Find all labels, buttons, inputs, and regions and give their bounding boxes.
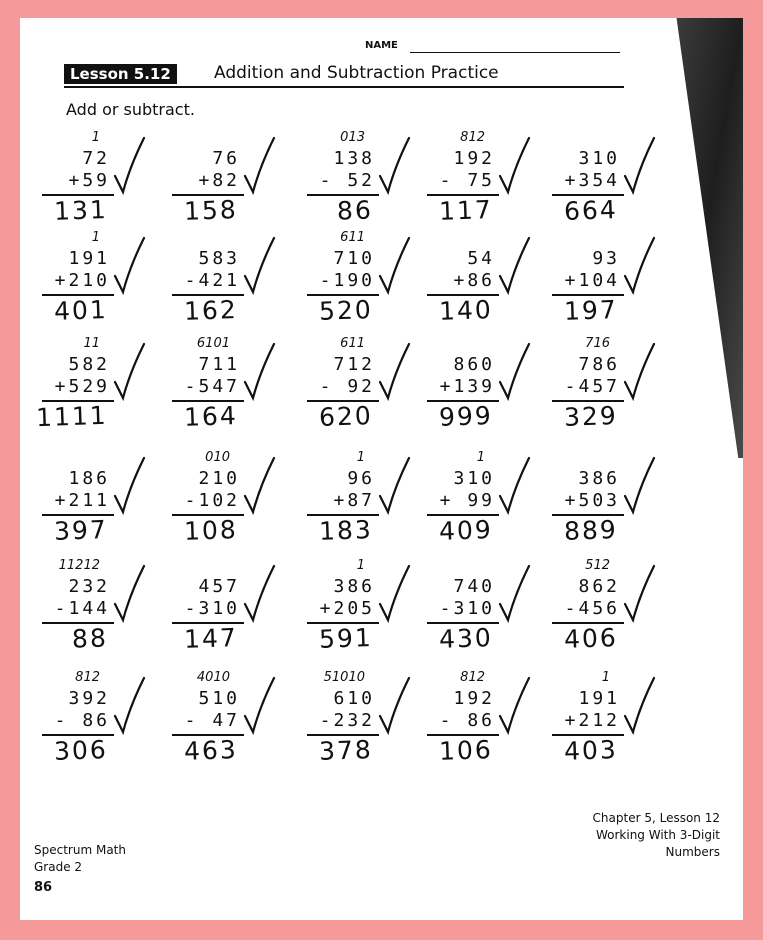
top-number: 862	[578, 576, 620, 597]
handwritten-answer: 463	[183, 735, 239, 766]
top-number: 76	[198, 148, 240, 169]
operand-number: +104	[564, 270, 620, 291]
operand-number: +210	[54, 270, 110, 291]
handwritten-answer: 620	[318, 401, 374, 432]
page-shadow	[648, 18, 743, 458]
handwritten-answer: 147	[183, 623, 239, 654]
check-mark-icon	[377, 136, 411, 196]
problem-15	[550, 336, 660, 436]
operand-number: -190	[319, 270, 375, 291]
lesson-title: Addition and Subtraction Practice	[214, 63, 499, 83]
handwritten-answer: 329	[563, 401, 619, 432]
carry-mark: 812	[460, 670, 485, 685]
top-number: 72	[68, 148, 110, 169]
problem-24	[425, 558, 535, 658]
footer-left	[34, 842, 126, 876]
handwritten-answer: 591	[318, 623, 374, 654]
top-number: 232	[68, 576, 110, 597]
check-mark-icon	[112, 456, 146, 516]
carry-mark: 1	[91, 130, 100, 145]
topic-label: Working With 3-Digit Numbers	[595, 828, 720, 859]
handwritten-answer: 520	[318, 295, 374, 326]
problem-23	[305, 558, 415, 658]
top-number: 54	[453, 248, 495, 269]
top-number: 583	[198, 248, 240, 269]
operand-number: - 47	[184, 710, 240, 731]
problem-28	[305, 670, 415, 770]
chapter-label: Chapter 5, Lesson 12	[592, 811, 720, 825]
handwritten-answer: 162	[183, 295, 239, 326]
operand-number: +211	[54, 490, 110, 511]
check-mark-icon	[242, 564, 276, 624]
top-number: 386	[578, 468, 620, 489]
carry-mark: 4010	[196, 670, 230, 685]
page-number: 86	[34, 880, 53, 895]
problem-29	[425, 670, 535, 770]
carry-mark: 6101	[196, 336, 230, 351]
check-mark-icon	[622, 676, 656, 736]
carry-mark: 1	[476, 450, 485, 465]
handwritten-answer: 409	[438, 515, 494, 546]
top-number: 138	[333, 148, 375, 169]
grade-label: Grade 2	[34, 860, 83, 874]
check-mark-icon	[497, 136, 531, 196]
handwritten-answer: 106	[438, 735, 494, 766]
top-number: 310	[578, 148, 620, 169]
operand-number: -144	[54, 598, 110, 619]
carry-mark: 51010	[323, 670, 365, 685]
handwritten-answer: 108	[183, 515, 239, 546]
carry-mark: 611	[340, 230, 365, 245]
check-mark-icon	[377, 676, 411, 736]
operand-number: +86	[453, 270, 495, 291]
carry-mark: 812	[460, 130, 485, 145]
check-mark-icon	[112, 342, 146, 402]
name-line	[410, 52, 620, 53]
problem-27	[170, 670, 280, 770]
operand-number: +205	[319, 598, 375, 619]
handwritten-answer: 140	[438, 295, 494, 326]
operand-number: +82	[198, 170, 240, 191]
operand-number: -457	[564, 376, 620, 397]
problem-16	[40, 450, 150, 550]
carry-mark: 1	[91, 230, 100, 245]
operand-number: -547	[184, 376, 240, 397]
top-number: 457	[198, 576, 240, 597]
problem-1	[40, 130, 150, 230]
carry-mark: 010	[205, 450, 230, 465]
problem-26	[40, 670, 150, 770]
operand-number: -310	[184, 598, 240, 619]
carry-mark: 512	[585, 558, 610, 573]
check-mark-icon	[377, 342, 411, 402]
problem-22	[170, 558, 280, 658]
operand-number: +354	[564, 170, 620, 191]
operand-number: - 52	[319, 170, 375, 191]
handwritten-answer: 397	[53, 515, 109, 546]
handwritten-answer: 306	[53, 735, 109, 766]
top-number: 186	[68, 468, 110, 489]
top-number: 712	[333, 354, 375, 375]
lesson-header	[64, 64, 624, 88]
check-mark-icon	[377, 564, 411, 624]
top-number: 710	[333, 248, 375, 269]
check-mark-icon	[112, 236, 146, 296]
top-number: 96	[333, 468, 375, 489]
series-name: Spectrum Math	[34, 843, 126, 857]
check-mark-icon	[622, 456, 656, 516]
top-number: 582	[68, 354, 110, 375]
problem-18	[305, 450, 415, 550]
problem-25	[550, 558, 660, 658]
check-mark-icon	[497, 676, 531, 736]
check-mark-icon	[622, 342, 656, 402]
problem-5	[550, 130, 660, 230]
instructions: Add or subtract.	[66, 100, 195, 119]
handwritten-answer: 183	[318, 515, 374, 546]
problem-2	[170, 130, 280, 230]
top-number: 740	[453, 576, 495, 597]
check-mark-icon	[497, 236, 531, 296]
check-mark-icon	[112, 676, 146, 736]
problem-8	[305, 230, 415, 330]
handwritten-answer: 403	[563, 735, 619, 766]
operand-number: - 92	[319, 376, 375, 397]
top-number: 192	[453, 688, 495, 709]
problem-4	[425, 130, 535, 230]
handwritten-answer: 430	[438, 623, 494, 654]
operand-number: +503	[564, 490, 620, 511]
carry-mark: 1	[356, 450, 365, 465]
top-number: 510	[198, 688, 240, 709]
problem-9	[425, 230, 535, 330]
check-mark-icon	[242, 456, 276, 516]
handwritten-answer: 117	[438, 195, 494, 226]
carry-mark: 1	[356, 558, 365, 573]
problem-17	[170, 450, 280, 550]
carry-mark: 1	[601, 670, 610, 685]
top-number: 192	[453, 148, 495, 169]
problem-12	[170, 336, 280, 436]
carry-mark: 013	[340, 130, 365, 145]
handwritten-answer: 88	[71, 623, 109, 654]
problem-13	[305, 336, 415, 436]
top-number: 93	[578, 248, 620, 269]
carry-mark: 716	[585, 336, 610, 351]
check-mark-icon	[497, 456, 531, 516]
top-number: 392	[68, 688, 110, 709]
name-label: NAME	[365, 40, 398, 51]
carry-mark: 11212	[58, 558, 100, 573]
check-mark-icon	[497, 342, 531, 402]
operand-number: -102	[184, 490, 240, 511]
top-number: 191	[68, 248, 110, 269]
check-mark-icon	[622, 136, 656, 196]
operand-number: -310	[439, 598, 495, 619]
operand-number: +212	[564, 710, 620, 731]
operand-number: +59	[68, 170, 110, 191]
problem-14	[425, 336, 535, 436]
carry-mark: 812	[75, 670, 100, 685]
problem-6	[40, 230, 150, 330]
check-mark-icon	[242, 342, 276, 402]
check-mark-icon	[497, 564, 531, 624]
problem-19	[425, 450, 535, 550]
handwritten-answer: 158	[183, 195, 239, 226]
check-mark-icon	[112, 564, 146, 624]
handwritten-answer: 86	[336, 195, 374, 226]
operand-number: + 99	[439, 490, 495, 511]
check-mark-icon	[377, 456, 411, 516]
handwritten-answer: 406	[563, 623, 619, 654]
operand-number: +87	[333, 490, 375, 511]
problem-3	[305, 130, 415, 230]
top-number: 711	[198, 354, 240, 375]
top-number: 786	[578, 354, 620, 375]
handwritten-answer: 999	[438, 401, 494, 432]
top-number: 191	[578, 688, 620, 709]
handwritten-answer: 889	[563, 515, 619, 546]
problem-21	[40, 558, 150, 658]
problem-11	[35, 336, 150, 436]
handwritten-answer: 197	[563, 295, 619, 326]
check-mark-icon	[377, 236, 411, 296]
handwritten-answer: 1111	[35, 400, 109, 433]
operand-number: - 86	[54, 710, 110, 731]
top-number: 210	[198, 468, 240, 489]
footer-right	[540, 810, 720, 861]
operand-number: - 75	[439, 170, 495, 191]
problem-7	[170, 230, 280, 330]
handwritten-answer: 131	[53, 195, 109, 226]
worksheet-page	[20, 18, 743, 920]
check-mark-icon	[112, 136, 146, 196]
operand-number: -456	[564, 598, 620, 619]
carry-mark: 611	[340, 336, 365, 351]
lesson-tag: Lesson 5.12	[64, 64, 177, 84]
problem-20	[550, 450, 660, 550]
operand-number: +139	[439, 376, 495, 397]
check-mark-icon	[242, 676, 276, 736]
top-number: 386	[333, 576, 375, 597]
check-mark-icon	[622, 564, 656, 624]
operand-number: -232	[319, 710, 375, 731]
handwritten-answer: 664	[563, 195, 619, 226]
problem-10	[550, 230, 660, 330]
operand-number: -421	[184, 270, 240, 291]
handwritten-answer: 164	[183, 401, 239, 432]
handwritten-answer: 401	[53, 295, 109, 326]
operand-number: +529	[54, 376, 110, 397]
check-mark-icon	[242, 236, 276, 296]
problem-30	[550, 670, 660, 770]
handwritten-answer: 378	[318, 735, 374, 766]
top-number: 610	[333, 688, 375, 709]
top-number: 860	[453, 354, 495, 375]
top-number: 310	[453, 468, 495, 489]
check-mark-icon	[242, 136, 276, 196]
check-mark-icon	[622, 236, 656, 296]
operand-number: - 86	[439, 710, 495, 731]
carry-mark: 11	[83, 336, 100, 351]
